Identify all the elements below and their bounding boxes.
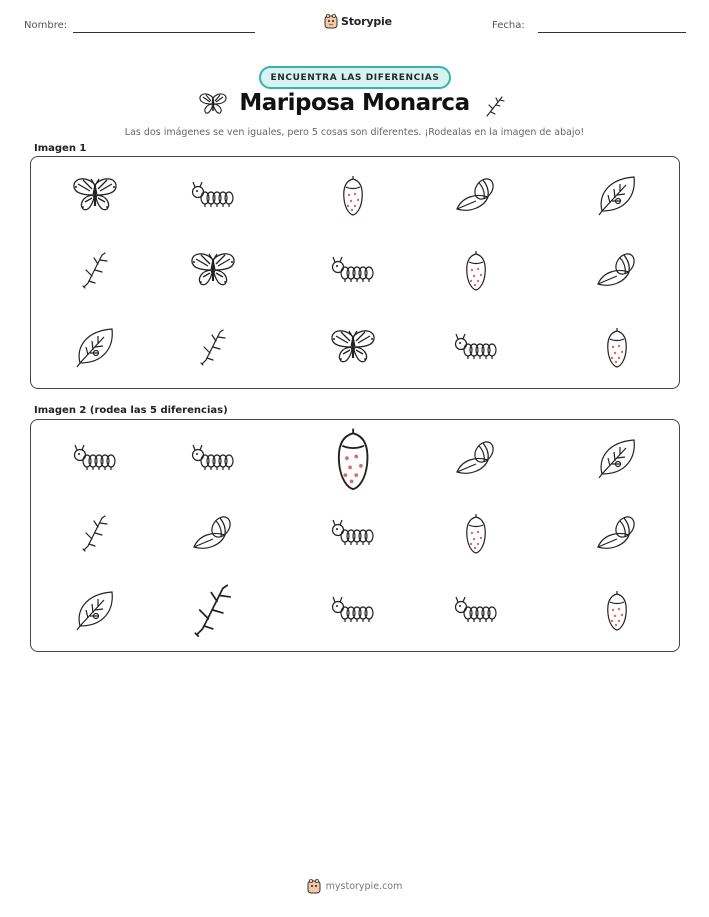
chrysalis-icon — [463, 248, 489, 292]
brand-logo — [324, 14, 392, 29]
chrysalis-icon — [340, 173, 366, 217]
image2-panel[interactable] — [30, 419, 680, 652]
caterpillar-icon[interactable] — [330, 595, 376, 625]
chrysalis-icon — [604, 325, 630, 369]
page-title: Mariposa Monarca — [239, 90, 470, 116]
leaf-icon[interactable] — [596, 436, 638, 480]
butterfly-icon — [329, 328, 377, 366]
leaf-icon — [596, 173, 638, 217]
caterpillar-icon[interactable] — [72, 443, 118, 473]
leaf-icon — [74, 325, 116, 369]
twig-icon — [198, 327, 228, 367]
caterpillar-icon[interactable] — [453, 595, 499, 625]
date-label: Fecha: — [492, 20, 525, 31]
seed-leaf-icon[interactable] — [595, 515, 639, 551]
footer — [0, 879, 709, 894]
storypie-mascot-icon — [324, 14, 338, 29]
butterfly-icon — [189, 251, 237, 289]
twig-icon — [484, 94, 506, 118]
seed-leaf-icon — [454, 177, 498, 213]
twig-icon — [80, 250, 110, 290]
caterpillar-icon — [190, 180, 236, 210]
image2-label: Imagen 2 (rodea las 5 diferencias) — [34, 405, 228, 416]
chrysalis-icon[interactable] — [604, 588, 630, 632]
caterpillar-icon — [330, 255, 376, 285]
name-label: Nombre: — [24, 20, 68, 31]
date-field[interactable] — [538, 32, 686, 33]
caterpillar-icon — [453, 332, 499, 362]
brand-name: Storypie — [341, 15, 392, 28]
image1-label: Imagen 1 — [34, 143, 87, 154]
footer-url[interactable]: mystorypie.com — [325, 881, 403, 892]
name-field[interactable] — [73, 32, 255, 33]
activity-badge: ENCUENTRA LAS DIFERENCIAS — [259, 66, 451, 89]
instructions: Las dos imágenes se ven iguales, pero 5 cosas son diferentes. ¡Rodealas en la imagen de abajo! — [124, 127, 585, 138]
storypie-mascot-icon — [307, 879, 321, 894]
twig-icon[interactable] — [191, 581, 235, 639]
chrysalis-icon[interactable] — [333, 424, 373, 492]
chrysalis-icon[interactable] — [463, 511, 489, 555]
seed-leaf-icon[interactable] — [454, 440, 498, 476]
seed-leaf-icon — [595, 252, 639, 288]
image1-panel — [30, 156, 680, 389]
leaf-icon[interactable] — [74, 588, 116, 632]
twig-icon[interactable] — [80, 513, 110, 553]
butterfly-icon — [71, 176, 119, 214]
seed-leaf-icon[interactable] — [191, 515, 235, 551]
caterpillar-icon[interactable] — [330, 518, 376, 548]
caterpillar-icon[interactable] — [190, 443, 236, 473]
